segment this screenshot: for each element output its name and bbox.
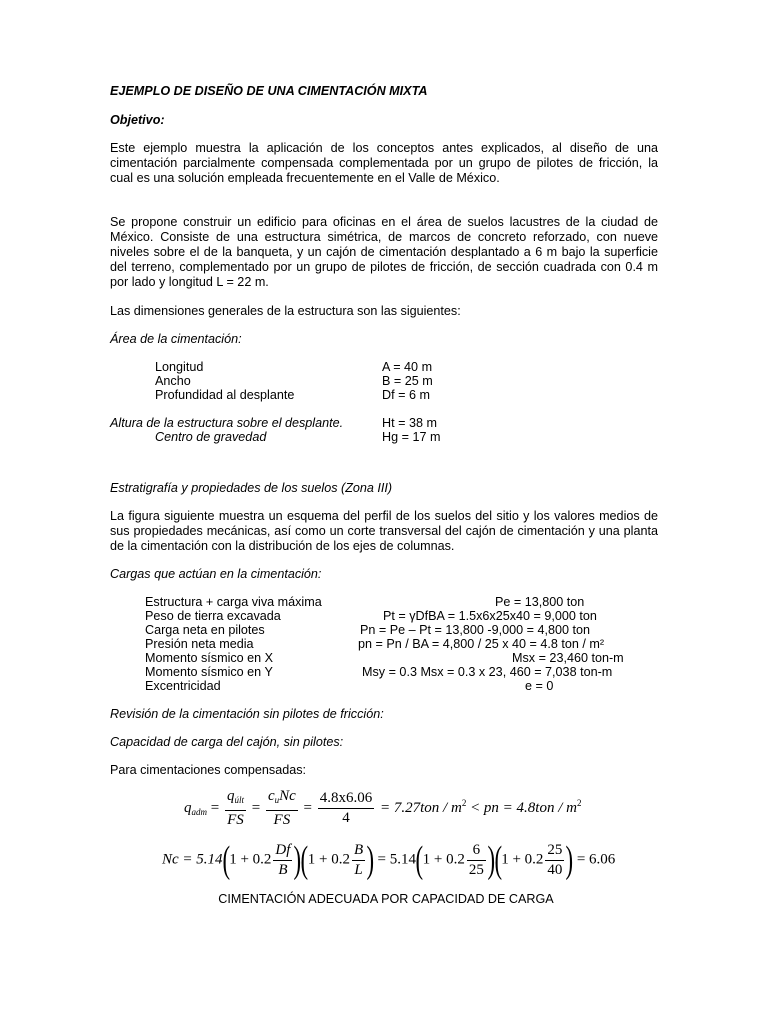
eq1-fraction-ult: $\frac{q_{últ}}{FS}$ <box>226 788 244 828</box>
area-heading: Área de la cimentación: <box>110 332 242 346</box>
load-value: Msy = 0.3 Msx = 0.3 x 23, 460 = 7,038 ton-m <box>362 665 613 679</box>
cg-label: Centro de gravedad <box>155 430 267 444</box>
height-label: Altura de la estructura sobre el desplante. <box>110 416 344 430</box>
load-label: Presión neta media <box>145 637 254 651</box>
document-page <box>110 84 658 907</box>
eq2-result: = 6.06 <box>576 851 616 868</box>
load-label: Carga neta en pilotes <box>145 623 265 637</box>
area-value: B = 25 m <box>382 374 433 388</box>
objective-heading: Objetivo: <box>110 113 165 127</box>
capacity-equation: $q_{adm}$ = $\frac{q_{últ}}{FS}$ = $\frac{c_uNc}{FS}$ = $\frac{4.8x6.06}{4}$ = $7.27ton / m^2$ < pn = $4.8ton / m^2$ <box>184 788 582 828</box>
cg-value: Hg = 17 m <box>382 430 441 444</box>
load-row <box>110 609 658 623</box>
eq2-lhs: Nc = 5.14 <box>162 851 223 868</box>
load-row <box>110 679 658 693</box>
load-label: Momento sísmico en X <box>145 651 274 665</box>
stratigraphy-paragraph: La figura siguiente muestra un esquema del perfil de los suelos del sitio y los valores medios de sus propiedades mecánicas, así como un corte transversal del cajón de cimentación y una planta de la cimentación con la distribución de los ejes de columnas. <box>110 509 658 553</box>
nc-equation: Nc = 5.14(1 + 0.2 $\frac{Df}{B}$ )(1 + 0.2 $\frac{B}{L}$ ) = 5.14(1 + 0.2 $\frac{6}{25}$ )(1 + 0.2 $\frac{25}{40}$ ) = 6.06 <box>162 839 616 881</box>
load-row <box>110 637 658 651</box>
height-row <box>110 416 658 430</box>
load-value: Msx = 23,460 ton-m <box>512 651 624 665</box>
dimensions-paragraph: Las dimensiones generales de la estructura son las siguientes: <box>110 304 461 318</box>
load-value: Pn = Pe – Pt = 13,800 -9,000 = 4,800 ton <box>360 623 591 637</box>
load-label: Momento sísmico en Y <box>145 665 273 679</box>
eq1-fraction-cu: $\frac{c_uNc}{FS}$ <box>267 788 296 828</box>
eq1-result: = $7.27ton / m^2$ <box>380 797 467 816</box>
loads-table <box>110 595 658 693</box>
height-table <box>110 416 658 444</box>
compensated-text: Para cimentaciones compensadas: <box>110 763 307 777</box>
area-value: Df = 6 m <box>382 388 430 402</box>
area-value: A = 40 m <box>382 360 433 374</box>
review-heading: Revisión de la cimentación sin pilotes de fricción: <box>110 707 384 721</box>
area-row <box>110 388 658 402</box>
objective-paragraph: Este ejemplo muestra la aplicación de los conceptos antes explicados, al diseño de una cimentación parcialmente compensada complementada por un grupo de pilotes de fricción, la cual es una solución empleada frecuentemente en el Valle de México. <box>110 141 658 185</box>
eq2-fraction-df-b: $\frac{Df}{B}$ <box>275 841 291 878</box>
cg-row <box>110 430 658 444</box>
eq2-fraction-6-25: $\frac{6}{25}$ <box>468 841 484 878</box>
load-value: Pe = 13,800 ton <box>495 595 585 609</box>
eq2-fraction-25-40: $\frac{25}{40}$ <box>547 841 563 878</box>
load-label: Estructura + carga viva máxima <box>145 595 322 609</box>
load-row <box>110 623 658 637</box>
load-row <box>110 595 658 609</box>
load-value: pn = Pn / BA = 4,800 / 25 x 40 = 4.8 ton / m² <box>358 637 605 651</box>
area-label: Longitud <box>155 360 204 374</box>
intro-paragraph: Se propone construir un edificio para oficinas en el área de suelos lacustres de la ciudad de México. Consiste de una estructura simétrica, de marcos de concreto reforzado, con nueve niveles sobre el de la banqueta, y un cajón de cimentación desplantado a 6 m bajo la superficie del terreno, complementado por un grupo de pilotes de fricción, de sección cuadrada con 0.4 m por lado y longitud L = 22 m. <box>110 215 658 289</box>
area-label: Profundidad al desplante <box>155 388 295 402</box>
area-label: Ancho <box>155 374 191 388</box>
load-row <box>110 651 658 665</box>
eq1-lhs: $q_{adm}$ <box>184 799 207 817</box>
eq1-compare: < pn = $4.8ton / m^2$ <box>470 797 582 816</box>
load-label: Peso de tierra excavada <box>145 609 281 623</box>
area-row <box>110 360 658 374</box>
capacity-heading: Capacidad de carga del cajón, sin pilotes: <box>110 735 344 749</box>
stratigraphy-heading: Estratigrafía y propiedades de los suelos (Zona III) <box>110 481 393 495</box>
load-row <box>110 665 658 679</box>
conclusion-text: CIMENTACIÓN ADECUADA POR CAPACIDAD DE CARGA <box>218 892 554 906</box>
load-value: Pt = γDfBA = 1.5x6x25x40 = 9,000 ton <box>383 609 597 623</box>
loads-heading: Cargas que actúan en la cimentación: <box>110 567 322 581</box>
load-value: e = 0 <box>525 679 554 693</box>
height-value: Ht = 38 m <box>382 416 437 430</box>
area-table <box>110 360 658 402</box>
eq1-fraction-numeric: $\frac{4.8x6.06}{4}$ <box>319 790 373 826</box>
document-title: EJEMPLO DE DISEÑO DE UNA CIMENTACIÓN MIXTA <box>110 84 428 98</box>
load-label: Excentricidad <box>145 679 221 693</box>
eq2-fraction-b-l: $\frac{B}{L}$ <box>353 841 364 878</box>
area-row <box>110 374 658 388</box>
